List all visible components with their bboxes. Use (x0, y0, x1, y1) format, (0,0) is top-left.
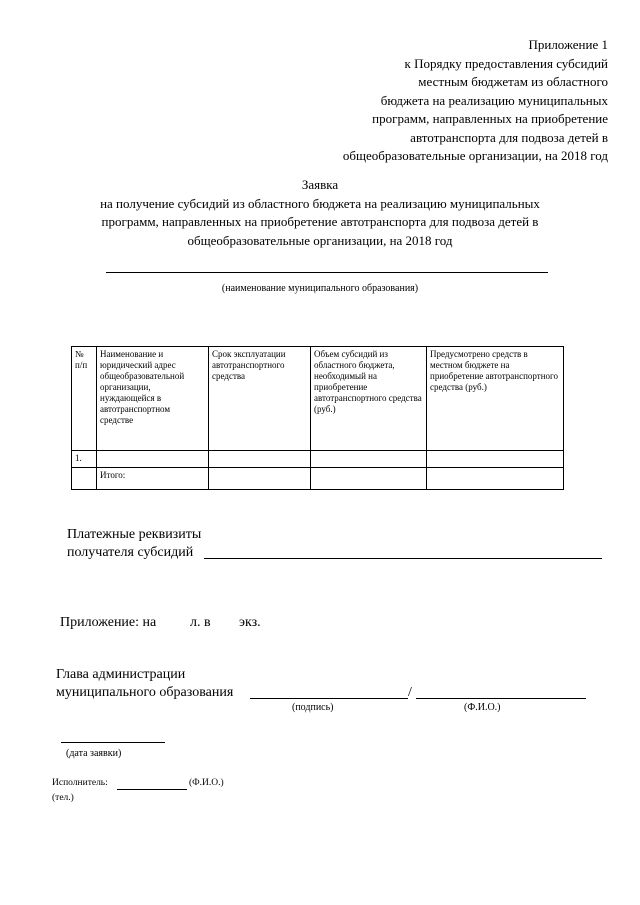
table-cell[interactable] (427, 451, 564, 468)
signature-caption: (подпись) (292, 702, 334, 713)
appendix-header (343, 36, 608, 166)
appendix-line: бюджета на реализацию муниципальных (380, 92, 608, 108)
header-cell-regional-subsidy: Объем субсидий из областного бюджета, необходимый на приобретение автотранспортного средства (руб.) (311, 347, 427, 451)
payment-label-line2: получателя субсидий (67, 545, 194, 560)
attachment-sheets-suffix: л. в (190, 615, 211, 630)
table-row (72, 451, 564, 468)
table-cell: 1. (72, 451, 97, 468)
municipality-name-line[interactable] (106, 272, 548, 273)
table-header-row (72, 347, 564, 451)
title-line: общеобразовательные организации, на 2018 год (187, 232, 453, 248)
executor-name-line[interactable] (117, 789, 187, 790)
head-name-line[interactable] (416, 698, 586, 699)
signature-line[interactable] (250, 698, 408, 699)
appendix-line: программ, направленных на приобретение (372, 111, 608, 126)
payment-label-line1: Платежные реквизиты (67, 527, 202, 542)
appendix-line: Приложение 1 (528, 37, 608, 52)
head-title-line1: Глава администрации (56, 667, 186, 682)
appendix-line: общеобразовательные организации, на 2018 год (342, 148, 608, 163)
executor-name-caption: (Ф.И.О.) (189, 778, 224, 788)
table-cell[interactable] (97, 451, 209, 468)
table-cell[interactable] (311, 451, 427, 468)
table-cell[interactable] (427, 468, 564, 490)
signature-separator: / (408, 685, 412, 700)
appendix-line: автотранспорта для подвоза детей в (410, 129, 608, 145)
table-cell (72, 468, 97, 490)
title-line: программ, направленных на приобретение автотранспорта для подвоза детей в (101, 214, 539, 229)
table-cell[interactable] (209, 451, 311, 468)
attachment-copies-suffix: экз. (239, 615, 261, 630)
executor-phone-caption: (тел.) (52, 793, 74, 803)
table-cell[interactable] (209, 468, 311, 490)
appendix-line: к Порядку предоставления субсидий (404, 55, 608, 71)
head-title-line2: муниципального образования (56, 685, 234, 700)
table-cell-total-label: Итого: (97, 468, 209, 490)
header-cell-service-life: Срок эксплуатации автотранспортного средства (209, 347, 311, 451)
head-name-caption: (Ф.И.О.) (464, 702, 501, 713)
executor-label: Исполнитель: (52, 778, 108, 788)
date-line[interactable] (61, 742, 165, 743)
attachment-label: Приложение: на (60, 615, 157, 630)
subsidy-table (71, 346, 564, 490)
appendix-line: местным бюджетам из областного (418, 74, 608, 89)
header-cell-number: № п/п (72, 347, 97, 451)
municipality-caption: (наименование муниципального образования) (221, 283, 419, 294)
title-line: на получение субсидий из областного бюджета на реализацию муниципальных (100, 195, 540, 211)
table-total-row (72, 468, 564, 490)
payment-details-line[interactable] (204, 558, 602, 559)
header-cell-organization: Наименование и юридический адрес общеобразовательной организации, нуждающейся в автотранспортном средстве (97, 347, 209, 451)
application-title (0, 176, 640, 250)
title-heading: Заявка (301, 177, 339, 192)
table-cell[interactable] (311, 468, 427, 490)
date-caption: (дата заявки) (66, 748, 122, 759)
header-cell-local-budget: Предусмотрено средств в местном бюджете на приобретение автотранспортного средства (руб.) (427, 347, 564, 451)
